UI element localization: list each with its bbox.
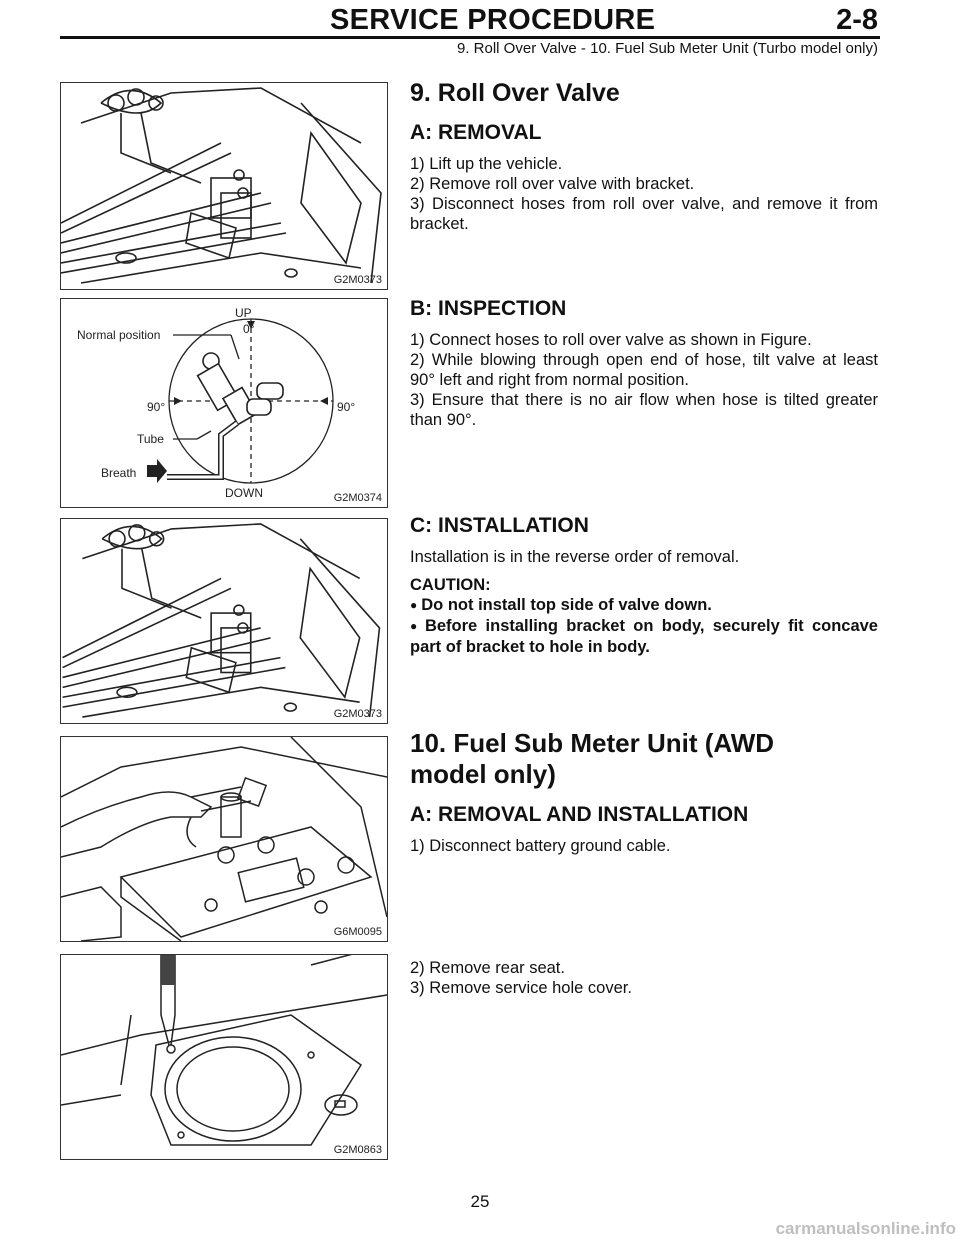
label-normal-position: Normal position [77,328,161,342]
page-header [0,0,960,60]
label-down: DOWN [225,486,263,500]
caution-item: ● Do not install top side of valve down. [410,595,878,616]
header-subtitle: 9. Roll Over Valve - 10. Fuel Sub Meter Unit (Turbo model only) [457,40,878,57]
valve-bracket-illustration [61,83,387,289]
header-section-number: 2-8 [836,4,878,36]
figure-code: G6M0095 [333,926,382,938]
figure-code: G2M0373 [333,274,382,286]
inspection-step: 2) While blowing through open end of hose, tilt valve at least 90° left and right from normal position. [410,351,878,389]
removal-heading: A: REMOVAL [410,121,542,144]
watermark: carmanualsonline.info [775,1219,956,1238]
label-left-90: 90° [147,400,166,414]
figure-roll-over-valve-removal [60,82,388,290]
section-10-removal [410,728,878,856]
removal-installation-heading: A: REMOVAL AND INSTALLATION [410,803,749,826]
inspection-step: 3) Ensure that there is no air flow when hose is tilted greater than 90°. [410,391,878,429]
installation-text: Installation is in the reverse order of removal. [410,548,740,566]
figure-battery-ground-cable [60,736,388,942]
page-number: 25 [470,1192,490,1211]
figure-service-hole-cover [60,954,388,1160]
label-breath: Breath [101,466,137,480]
figure-inspection-diagram [60,298,388,508]
label-up: UP [235,306,252,320]
removal-step: 3) Disconnect hoses from roll over valve, and remove it from bracket. [410,195,878,233]
tilt-test-diagram [61,299,387,507]
figure-code: G2M0374 [333,492,382,504]
label-right-90: 90° [337,400,356,414]
header-title: SERVICE PROCEDURE [330,4,656,36]
removal-step: 1) Disconnect battery ground cable. [410,837,671,855]
section-9-installation [410,513,878,657]
valve-bracket-illustration [61,519,387,723]
inspection-heading: B: INSPECTION [410,297,567,320]
header-rule [60,36,880,39]
removal-step: 2) Remove roll over valve with bracket. [410,175,695,193]
removal-step: 2) Remove rear seat. [410,959,565,977]
section-9-inspection [410,296,878,430]
service-hole-illustration [61,955,387,1159]
section-9-removal [410,78,878,234]
caution-item: ● Before installing bracket on body, securely fit concave part of bracket to hole in body. [410,616,878,657]
section-10-steps-continued [410,958,878,998]
inspection-step: 1) Connect hoses to roll over valve as shown in Figure. [410,331,812,349]
battery-illustration [61,737,387,941]
installation-heading: C: INSTALLATION [410,514,589,537]
figure-code: G2M0373 [333,708,382,720]
label-tube: Tube [137,432,164,446]
label-zero-degree: 0° [243,322,255,336]
figure-roll-over-valve-installation [60,518,388,724]
figure-code: G2M0863 [333,1144,382,1156]
section-9-title: 9. Roll Over Valve [410,79,620,107]
removal-step: 3) Remove service hole cover. [410,979,632,997]
caution-label: CAUTION: [410,576,491,594]
removal-step: 1) Lift up the vehicle. [410,155,563,173]
section-10-title: 10. Fuel Sub Meter Unit (AWD model only) [410,728,775,789]
